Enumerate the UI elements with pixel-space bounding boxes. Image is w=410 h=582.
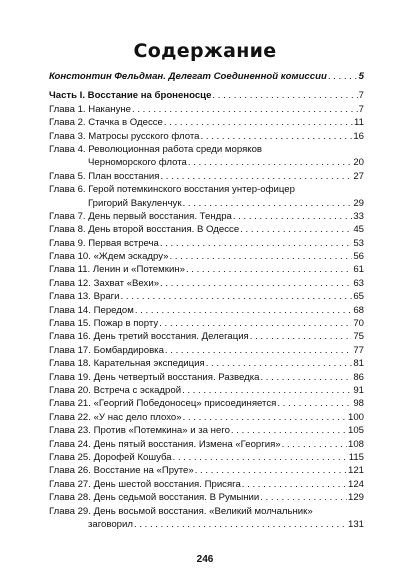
dot-leader <box>260 371 352 384</box>
chapter-name: План восстания <box>88 170 160 182</box>
toc-page-number: 53 <box>353 237 364 249</box>
toc-entry <box>49 424 364 437</box>
toc-entry-title <box>49 223 239 236</box>
toc-entry <box>49 263 364 276</box>
chapter-name: Встреча с эскадрой <box>93 384 182 396</box>
toc-entry-title <box>49 250 168 263</box>
dot-leader <box>134 518 347 531</box>
toc-page-number: 27 <box>353 170 364 182</box>
toc-page-number: 29 <box>353 197 364 209</box>
toc-entry-title <box>49 330 249 343</box>
toc-entry-title <box>49 130 200 143</box>
chapter-number: Глава 14. <box>49 304 91 316</box>
dot-leader <box>328 70 358 83</box>
toc-page-number: 70 <box>353 318 364 330</box>
toc-entry-title: Григорий Вакуленчук <box>88 197 182 209</box>
toc-entry-title <box>49 411 182 424</box>
toc-entry <box>49 183 364 196</box>
chapter-number: Глава 9. <box>49 237 86 249</box>
chapter-name: Ленин и «Потемкин» <box>92 264 185 276</box>
dot-leader <box>231 424 347 437</box>
toc-entry <box>49 478 364 491</box>
dot-leader <box>160 170 352 183</box>
toc-entry <box>49 357 364 370</box>
dot-leader <box>233 210 352 223</box>
toc-entry <box>49 304 364 317</box>
toc-entry-title <box>49 491 259 504</box>
chapter-number: Глава 8. <box>49 224 86 236</box>
toc-entry <box>49 130 364 143</box>
toc-page-number: 65 <box>353 291 364 303</box>
toc-entry <box>49 70 364 83</box>
chapter-name: День восьмой восстания. «Великий молчальник» <box>93 505 313 517</box>
dot-leader <box>186 263 352 276</box>
chapter-name: Враги <box>93 291 120 303</box>
chapter-number: Глава 7. <box>49 210 86 222</box>
chapter-name: Пожар в порту <box>93 318 159 330</box>
chapter-name: Первая встреча <box>88 237 159 249</box>
toc-entry-title <box>49 505 364 518</box>
dot-leader <box>242 478 347 491</box>
chapter-number: Глава 19. <box>49 371 91 383</box>
toc-entry-title <box>49 317 158 330</box>
toc-page-number: 7 <box>358 103 364 115</box>
table-of-contents <box>49 70 364 531</box>
chapter-number: Глава 3. <box>49 130 86 142</box>
toc-entry <box>49 438 364 451</box>
toc-entry-title: заговорил <box>88 518 133 530</box>
toc-entry <box>49 397 364 410</box>
toc-entry <box>49 491 364 504</box>
chapter-name: Бомбардировка <box>93 344 164 356</box>
toc-entry <box>49 411 364 424</box>
toc-entry <box>49 384 364 397</box>
dot-leader <box>173 451 348 464</box>
toc-entry <box>49 143 364 156</box>
chapter-name: Карательная экспедиция <box>93 358 205 370</box>
chapter-name: Накануне <box>88 103 132 115</box>
toc-entry-title <box>49 290 120 303</box>
chapter-number: Глава 26. <box>49 465 91 477</box>
dot-leader <box>159 317 352 330</box>
toc-page-number: 100 <box>347 411 364 423</box>
dot-leader <box>164 116 353 129</box>
toc-page-number: 121 <box>347 465 364 477</box>
chapter-name: День третий восстания. Делегация <box>93 331 249 343</box>
toc-entry-title <box>49 357 205 370</box>
toc-page-number: 75 <box>353 331 364 343</box>
chapter-number: Глава 20. <box>49 384 91 396</box>
toc-page-number: 77 <box>353 344 364 356</box>
chapter-name: День седьмой восстания. В Румынии <box>93 492 260 504</box>
toc-entry-title <box>49 384 181 397</box>
chapter-number: Глава 2. <box>49 117 86 129</box>
toc-entry-title <box>49 116 163 129</box>
toc-page-number: 33 <box>353 210 364 222</box>
toc-page-number: 131 <box>347 518 364 530</box>
chapter-number: Глава 16. <box>49 331 91 343</box>
chapter-name: Передом <box>93 304 134 316</box>
toc-entry <box>49 210 364 223</box>
toc-entry <box>49 156 364 169</box>
chapter-name: Против «Потемкина» и за него <box>93 425 230 437</box>
toc-page-number: 20 <box>353 157 364 169</box>
dot-leader <box>160 237 352 250</box>
chapter-name: «Ждем эскадру» <box>93 251 169 263</box>
toc-page-number: 5 <box>358 71 364 82</box>
toc-page-number: 115 <box>348 451 364 463</box>
toc-entry <box>49 371 364 384</box>
chapter-name: «Георгий Победоносец» присоединяется <box>93 398 277 410</box>
dot-leader <box>182 384 352 397</box>
dot-leader <box>240 223 352 236</box>
chapter-name: День пятый восстания. Измена «Георгия» <box>93 438 281 450</box>
toc-entry <box>49 277 364 290</box>
chapter-number: Глава 29. <box>49 505 91 517</box>
dot-leader <box>250 330 353 343</box>
chapter-number: Глава 21. <box>49 398 91 410</box>
chapter-number: Глава 15. <box>49 318 91 330</box>
chapter-number: Глава 5. <box>49 170 86 182</box>
toc-page-number: 91 <box>353 384 364 396</box>
toc-page-number: 11 <box>354 117 364 129</box>
chapter-name: День четвертый восстания. Разведка <box>93 371 260 383</box>
chapter-name: День второй восстания. В Одессе <box>88 224 240 236</box>
dot-leader <box>165 344 352 357</box>
dot-leader <box>188 156 353 169</box>
toc-entry <box>49 464 364 477</box>
chapter-name: Дорофей Кошуба <box>93 451 172 463</box>
chapter-number: Глава 1. <box>49 103 86 115</box>
toc-page-number: 56 <box>353 251 364 263</box>
toc-entry-title: Черноморского флота <box>88 157 187 169</box>
toc-page-number: 61 <box>353 264 364 276</box>
dot-leader <box>183 411 347 424</box>
toc-entry <box>49 170 364 183</box>
dot-leader <box>195 464 347 477</box>
chapter-name: День первый восстания. Тендра <box>88 210 232 222</box>
page-title: Содержание <box>133 40 277 62</box>
toc-entry <box>49 330 364 343</box>
chapter-number: Глава 22. <box>49 411 91 423</box>
toc-entry <box>49 344 364 357</box>
toc-page-number: 108 <box>347 438 364 450</box>
dot-leader <box>277 397 352 410</box>
toc-page-number: 63 <box>353 277 364 289</box>
toc-entry-title: Констонтин Фельдман. Делегат Соединенной комиссии <box>49 71 327 82</box>
chapter-number: Глава 18. <box>49 358 91 370</box>
toc-entry <box>49 103 364 116</box>
chapter-number: Глава 6. <box>49 184 86 196</box>
toc-entry <box>49 317 364 330</box>
toc-entry-title <box>49 451 172 464</box>
toc-entry <box>49 223 364 236</box>
chapter-number: Глава 11. <box>49 264 91 276</box>
dot-leader <box>132 103 358 116</box>
toc-entry-title <box>49 143 364 156</box>
toc-page-number: 98 <box>353 398 364 410</box>
toc-entry <box>49 250 364 263</box>
chapter-name: Революционная работа среди моряков <box>88 143 263 155</box>
dot-leader <box>206 357 353 370</box>
toc-entry-title: Часть I. Восстание на броненосце <box>49 90 212 102</box>
toc-entry-title <box>49 371 259 384</box>
dot-leader <box>183 197 353 210</box>
chapter-number: Глава 10. <box>49 251 91 263</box>
toc-entry-title <box>49 304 134 317</box>
dot-leader <box>201 130 353 143</box>
toc-entry-title <box>49 210 232 223</box>
chapter-name: Герой потемкинского восстания унтер-офицер <box>88 184 295 196</box>
chapter-number: Глава 23. <box>49 425 91 437</box>
toc-entry <box>49 197 364 210</box>
toc-entry-title <box>49 464 194 477</box>
toc-page-number: 16 <box>353 130 364 142</box>
toc-entry-title <box>49 424 230 437</box>
toc-entry-title <box>49 344 164 357</box>
chapter-name: Захват «Вехи» <box>93 277 160 289</box>
dot-leader <box>169 250 352 263</box>
toc-entry <box>49 451 364 464</box>
dot-leader <box>212 89 357 102</box>
dot-leader <box>135 304 353 317</box>
toc-entry-title <box>49 237 159 250</box>
chapter-name: «У нас дело плохо» <box>93 411 182 423</box>
toc-entry <box>49 237 364 250</box>
toc-page-number: 7 <box>358 90 364 102</box>
chapter-number: Глава 24. <box>49 438 91 450</box>
toc-entry-title <box>49 103 131 116</box>
toc-entry <box>49 116 364 129</box>
chapter-number: Глава 25. <box>49 451 91 463</box>
dot-leader <box>160 277 352 290</box>
toc-page-number: 105 <box>347 425 364 437</box>
toc-entry-title <box>49 263 185 276</box>
chapter-name: День шестой восстания. Присяга <box>93 478 241 490</box>
chapter-number: Глава 17. <box>49 344 91 356</box>
toc-page-number: 68 <box>353 304 364 316</box>
toc-page-number: 124 <box>347 478 364 490</box>
toc-entry-title <box>49 277 159 290</box>
toc-entry-title <box>49 397 276 410</box>
dot-leader <box>121 290 353 303</box>
toc-entry-title <box>49 170 159 183</box>
chapter-name: Стачка в Одессе <box>88 117 163 129</box>
chapter-number: Глава 28. <box>49 492 91 504</box>
chapter-number: Глава 12. <box>49 277 91 289</box>
toc-entry <box>49 505 364 518</box>
chapter-number: Глава 27. <box>49 478 91 490</box>
toc-entry-title <box>49 183 364 196</box>
toc-page-number: 129 <box>347 492 364 504</box>
toc-entry <box>49 290 364 303</box>
page-number: 246 <box>196 554 214 565</box>
dot-leader <box>282 438 347 451</box>
toc-entry-title <box>49 478 241 491</box>
toc-page-number: 86 <box>353 371 364 383</box>
toc-page-number: 81 <box>353 358 364 370</box>
chapter-number: Глава 13. <box>49 291 91 303</box>
dot-leader <box>260 491 347 504</box>
toc-entry-title <box>49 438 281 451</box>
toc-entry <box>49 518 364 531</box>
toc-entry <box>49 89 364 102</box>
chapter-name: Восстание на «Пруте» <box>93 465 194 477</box>
chapter-name: Матросы русского флота <box>88 130 200 142</box>
toc-page-number: 45 <box>353 224 364 236</box>
chapter-number: Глава 4. <box>49 143 86 155</box>
